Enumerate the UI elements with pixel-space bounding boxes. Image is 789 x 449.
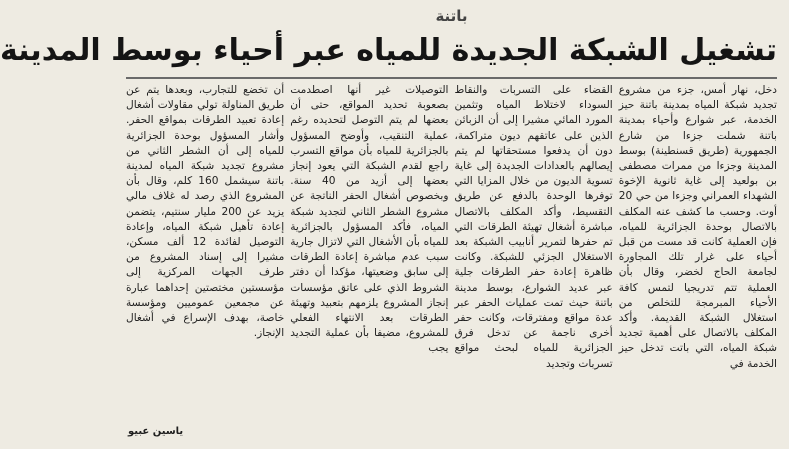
column-text: القضاء على التسربات والنقاط السوداء لاختلاط المياه وتثمين المورد المائي مشيرا إلى أن الزبائن الذين على عاتقهم ديون متراكمة، دون أن يدفعوا مستحقاتها لم يتم إيصالهم بالعدادات الجديدة إلى غاية تسوية الديون من خلال المزايا التي توفرها الوحدة بالدفع عن طريق التقسيط، وأكد المكلف بالاتصال مباشرة أشغال تهيئة الطرقات التي تم حفرها لتمرير أنابيب الشبكة بعد الاستغلال الجزئي للشبكة. وكانت ظاهرة إعادة حفر الطرقات جلية عبر عديد الشوارع، بوسط مدينة باتنة حيث تمت عمليات الحفر عبر عدة مواقع ومفترقات، وكانت حفر أخرى ناجمة عن تدخل فرق الجزائرية للمياه لبحث مواقع تسربات وتجديد [454,84,613,370]
author-byline: ياسين عبيو [126,424,185,439]
column-text: دخل، نهار أمس، جزء من مشروع تجديد شبكة المياه بمدينة باتنة حيز الخدمة، عبر شوارع وأحياء بمدينة باتنة شملت جزءا من شارع الجمهورية (طريق قسنطينة) بوسط المدينة وجزءا من ممرات مصطفى بن بولعيد إلى غاية ثانوية الإخوة الشهداء العمراني وجزءا من حي 20 أوت. وحسب ما كشف عنه المكلف بالاتصال بوحدة الجزائرية للمياه، فإن العملية كانت قد مست من قبل أحياء على غرار تلك المجاورة لجامعة الحاج لخضر، وقال بأن العملية تتم تدريجيا لتمس كافة الأحياء المبرمجة للتخلص من استغلال الشبكة القديمة. وأكد المكلف بالاتصال على أهمية تجديد شبكة المياه، التي باتت تدخل حيز الخدمة في [618,84,777,370]
article-headline: تشغيل الشبكة الجديدة للمياه عبر أحياء بوسط المدينة [0,33,777,68]
section-kicker: باتنة [435,7,468,25]
column-text: أن تخضع للتجارب، وبعدها يتم عن طريق المناولة تولي مقاولات أشغال إعادة تعبيد الطرقات بمواقع الحفر. وأشار المسؤول بوحدة الجزائرية للمياه إلى أن الشطر الثاني من مشروع تجديد شبكة المياه لمدينة باتنة سيشمل 160 كلم، وقال بأن المشروع الذي رصد له غلاف مالي يزيد عن 200 مليار سنتيم، يتضمن إعادة تأهيل شبكة المياه، وإعادة التوصيل لفائدة 12 ألف مسكن، مشيرا إلى إسناد المشروع من طرف الجهات المركزية إلى مؤسستين مختصتين إحداهما عبارة عن مجمعين عموميين ومؤسسة خاصة، بهدف الإسراع في أشغال الإنجاز. [126,84,285,340]
article-column-1 [619,83,777,439]
column-text: التوصيلات غير أنها اصطدمت بصعوبة تحديد المواقع، حتى أن بعضها لم يتم التوصل لتحديده رغم عملية التنقيب، وأوضح المسؤول بالجزائرية للمياه بأن مواقع التسرب راجع لقدم الشبكة التي يعود إنجاز بعضها إلى أزيد من 40 سنة. وبخصوص أشغال الحفر الناتجة عن مشروع الشطر الثاني لتجديد شبكة المياه، فأكد المسؤول بالجزائرية للمياه بأن الأشغال التي لاتزال جارية سبب عدم مباشرة إعادة الطرقات إلى سابق وضعيتها، مؤكدا أن دفتر الشروط الذي على عاتق مؤسسات إنجاز المشروع يلزمهم بتعبيد وتهيئة الطرقات بعد الانتهاء الفعلي للمشروع، مضيفا بأن عملية التجديد يجب [290,84,449,355]
article-column-3 [290,83,448,439]
headline-divider [126,77,777,79]
article-body [126,83,777,439]
article-column-4 [126,83,284,439]
article-column-2 [455,83,613,439]
